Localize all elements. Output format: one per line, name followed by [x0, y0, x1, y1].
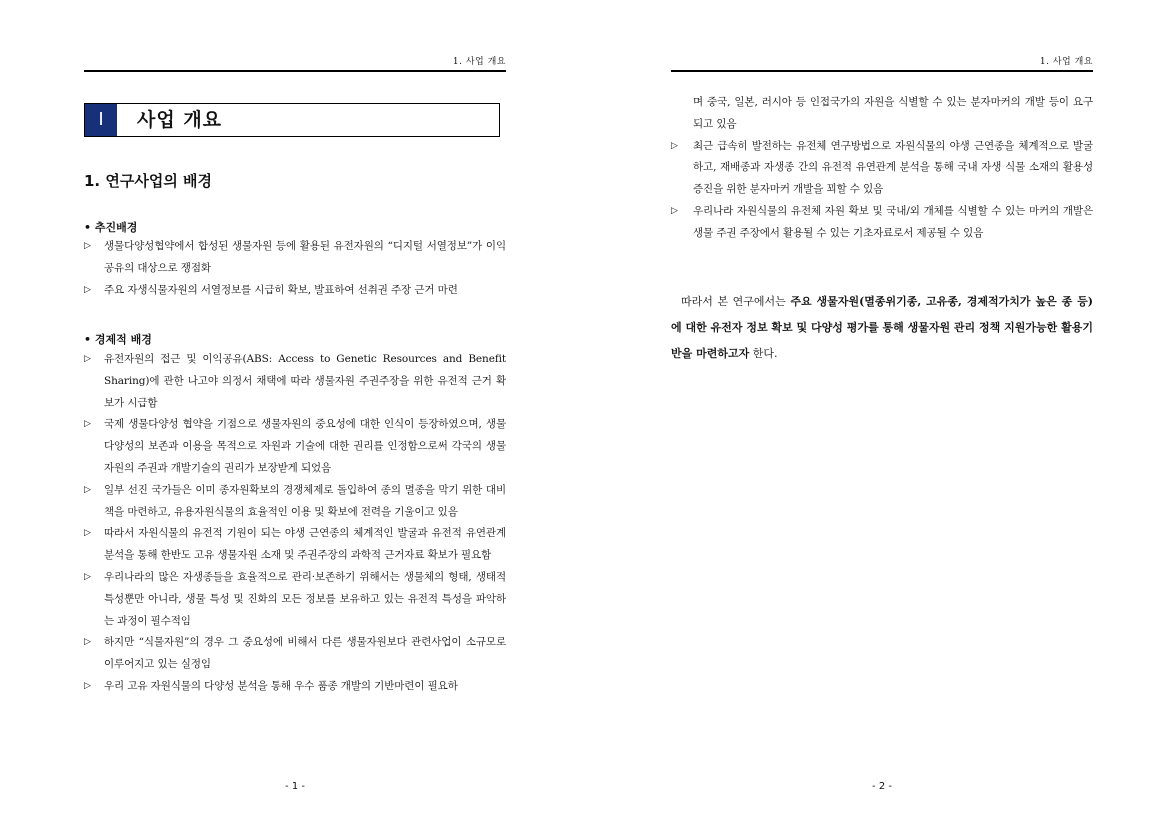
list-item-text: 생물다양성협약에서 합성된 생물자원 등에 활용된 유전자원의 “디지털 서열정보”가 이익공유의 대상으로 쟁점화 — [104, 240, 506, 274]
triangle-marker-icon: ▷ — [84, 354, 91, 364]
triangle-marker-icon: ▷ — [84, 419, 91, 430]
chapter-heading — [84, 103, 500, 137]
list-item-text: 하지만 “식물자원”의 경우 그 중요성에 비해서 다른 생물자원보다 관련사업이 소규모로 이루어지고 있는 실정임 — [104, 636, 506, 671]
background-list — [84, 236, 506, 301]
conclusion-tail: 한다. — [749, 347, 778, 360]
conclusion-paragraph — [671, 289, 1093, 367]
chapter-title: 사업 개요 — [137, 109, 223, 131]
triangle-marker-icon: ▷ — [84, 637, 91, 648]
list-item — [84, 632, 506, 676]
conclusion-lead: 따라서 본 연구에서는 — [681, 295, 791, 308]
page-number: - 2 - — [872, 781, 892, 792]
triangle-marker-icon: ▷ — [84, 484, 91, 495]
list-item — [84, 523, 506, 567]
list-item — [84, 280, 506, 302]
list-item-text: 주요 자생식물자원의 서열정보를 시급히 확보, 발표하여 선취권 주장 근거 마련 — [104, 283, 458, 296]
list-item — [84, 676, 506, 698]
list-item-text: 따라서 자원식물의 유전적 기원이 되는 야생 근연종의 체계적인 발굴과 유전적 유연관계 분석을 통해 한반도 고유 생물자원 소재 및 주권주장의 과학적 근거자료 확보가 필요함 — [104, 527, 506, 562]
economic-list — [84, 349, 506, 698]
list-item — [84, 567, 506, 632]
list-item-text: 일부 선진 국가들은 이미 종자원확보의 경쟁체제로 돌입하여 종의 멸종을 막기 위한 대비책을 마련하고, 유용자원식물의 효율적인 이용 및 확보에 전력을 기울이고 있음 — [104, 483, 506, 518]
conclusion-emphasis: 주요 생물자원(멸종위기종, 고유종, 경제적가치가 높은 종 등)에 대한 유전자 정보 확보 및 다양성 평가를 통해 생물자원 관리 정책 지원가능한 활용기반을 마련하고자 — [671, 295, 1093, 360]
triangle-marker-icon: ▷ — [84, 241, 91, 251]
triangle-marker-icon: ▷ — [84, 528, 91, 539]
chapter-number: Ⅰ — [85, 104, 117, 136]
list-item — [84, 414, 506, 479]
list-item — [671, 92, 1093, 136]
triangle-marker-icon: ▷ — [84, 571, 91, 582]
page-2 — [671, 0, 1093, 830]
triangle-marker-icon: ▷ — [84, 284, 91, 295]
list-item — [84, 236, 506, 280]
list-item — [671, 201, 1093, 245]
list-item-text: 우리나라의 많은 자생종들을 효율적으로 관리·보존하기 위해서는 생물체의 형태, 생태적 특성뿐만 아니라, 생물 특성 및 진화의 모든 정보를 보유하고 있는 유전적 특성을 파악하는 과정이 필수적임 — [104, 570, 506, 627]
triangle-marker-icon: ▷ — [671, 140, 678, 151]
list-item-text: 우리 고유 자원식물의 다양성 분석을 통해 우수 품종 개발의 기반마련이 필요하 — [104, 679, 458, 692]
continued-list — [671, 92, 1093, 245]
triangle-marker-icon: ▷ — [84, 680, 91, 691]
page-number: - 1 - — [285, 781, 305, 792]
page-1 — [84, 0, 506, 830]
subsection-heading-background: • 추진배경 — [84, 221, 138, 234]
triangle-marker-icon: ▷ — [671, 205, 678, 216]
list-item — [84, 480, 506, 524]
list-item-text: 며 중국, 일본, 러시아 등 인접국가의 자원을 식별할 수 있는 분자마커의 개발 등이 요구되고 있음 — [693, 96, 1093, 130]
running-head: 1. 사업 개요 — [452, 57, 506, 67]
header-rule — [84, 70, 506, 72]
list-item — [671, 136, 1093, 201]
list-item-text: 최근 급속히 발전하는 유전체 연구방법으로 자원식물의 야생 근연종을 체계적으로 발굴하고, 재배종과 자생종 간의 유전적 유연관계 분석을 통해 국내 자생 식물 소재의 활용성 증진을 위한 분자마커 개발을 꾀할 수 있음 — [693, 139, 1093, 196]
section-title: 1. 연구사업의 배경 — [84, 172, 213, 190]
list-item-text: 우리나라 자원식물의 유전체 자원 확보 및 국내/외 개체를 식별할 수 있는 마커의 개발은 생물 주권 주장에서 활용될 수 있는 기초자료로서 제공될 수 있음 — [693, 204, 1093, 239]
list-item-text: 유전자원의 접근 및 이익공유(ABS: Access to Genetic Resources and Benefit Sharing)에 관한 나고야 의정서 채택에 따라 생물자원 주권주장을 위한 유전적 근거 확보가 시급함 — [104, 353, 506, 409]
header-rule — [671, 70, 1093, 72]
list-item-text: 국제 생물다양성 협약을 기점으로 생물자원의 중요성에 대한 인식이 등장하였으며, 생물다양성의 보존과 이용을 목적으로 자원과 기술에 대한 권리를 인정함으로써 각국의 생물자원의 주권과 개발기술의 권리가 보장받게 되었음 — [104, 418, 506, 474]
running-head: 1. 사업 개요 — [1039, 57, 1093, 67]
list-item — [84, 349, 506, 414]
subsection-heading-economic: • 경제적 배경 — [84, 333, 152, 346]
